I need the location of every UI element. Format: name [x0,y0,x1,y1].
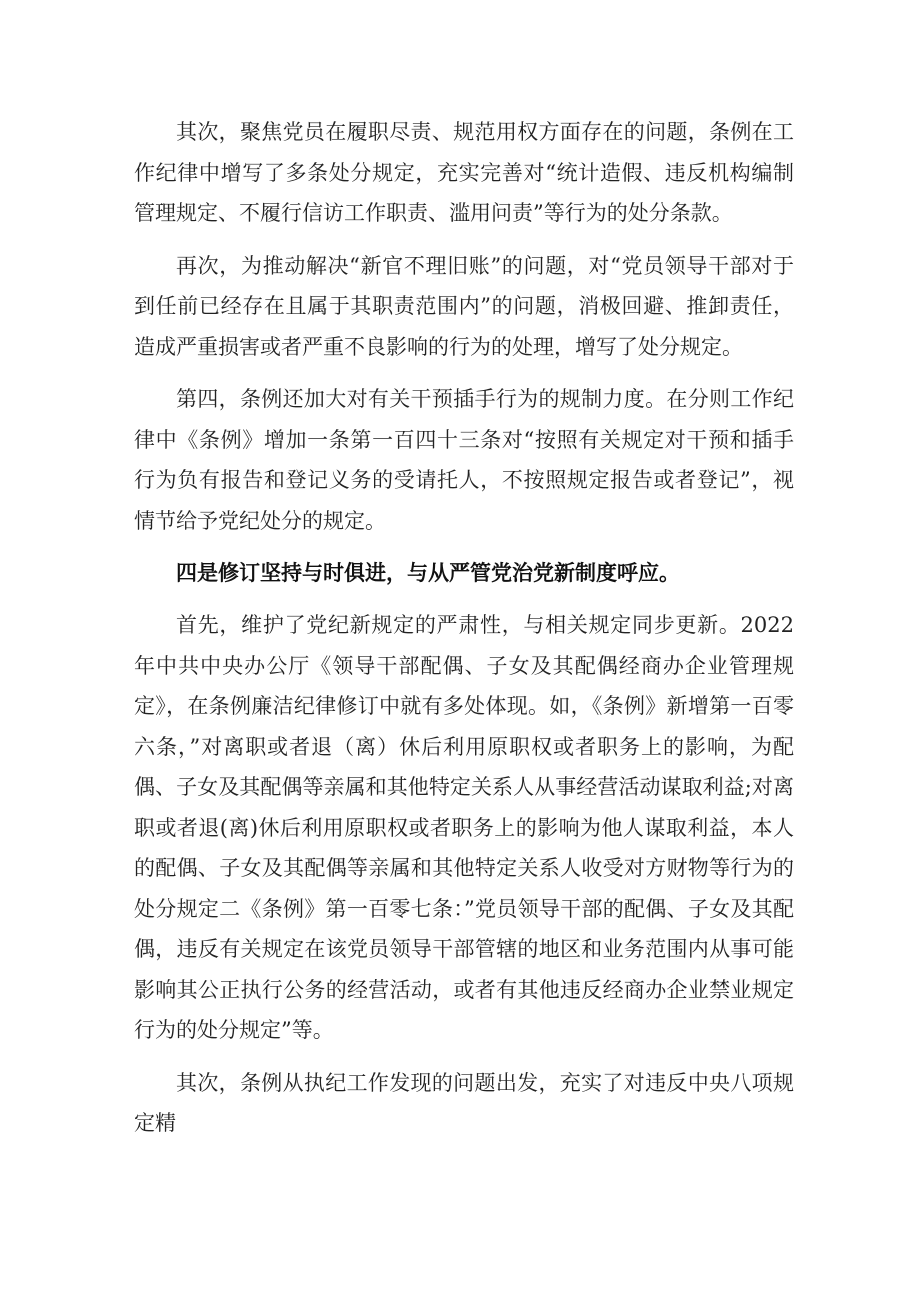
paragraph-work-discipline: 其次，聚焦党员在履职尽责、规范用权方面存在的问题，条例在工作纪律中增写了多条处分规定，充实完善对“统计造假、违反机构编制管理规定、不履行信访工作职责、滥用问责”等行为的处分条款。 [134,120,794,225]
document-body [134,112,794,1156]
paragraph-old-accounts: 再次，为推动解决“新官不理旧账”的问题，对“党员领导干部对于到任前已经存在且属于其职责范围内”的问题，消极回避、推卸责任，造成严重损害或者严重不良影响的行为的处理，增写了处分规定。 [134,253,794,359]
paragraph-eight-rules: 其次，条例从执纪工作发现的问题出发，充实了对违反中央八项规定精 [134,1070,794,1135]
paragraph-new-rules: 首先，维护了党纪新规定的严肃性，与相关规定同步更新。2022年中共中央办公厅《领导干部配偶、子女及其配偶经商办企业管理规定》，在条例廉洁纪律修订中就有多处体现。如，《条例》新增第一百零六条，”对离职或者退（离）休后利用原职权或者职务上的影响，为配偶、子女及其配偶等亲属和其他特定关系人从事经营活动谋取利益;对离职或者退(离)休后利用原职权或者职务上的影响为他人谋取利益，本人的配偶、子女及其配偶等亲属和其他特定关系人收受对方财物等行为的处分规定二《条例》第一百零七条：”党员领导干部的配偶、子女及其配偶，违反有关规定在该党员领导干部管辖的地区和业务范围内从事可能影响其公正执行公务的经营活动，或者有其他违反经商办企业禁业规定行为的处分规定”等。 [134,613,794,1042]
paragraph-interference: 第四，条例还加大对有关干预插手行为的规制力度。在分则工作纪律中《条例》增加一条第一百四十三条对“按照有关规定对干预和插手行为负有报告和登记义务的受请托人，不按照规定报告或者登记”，视情节给予党纪处分的规定。 [134,387,794,533]
section-heading: 四是修订坚持与时俱进，与从严管党治党新制度呼应。 [176,561,680,585]
